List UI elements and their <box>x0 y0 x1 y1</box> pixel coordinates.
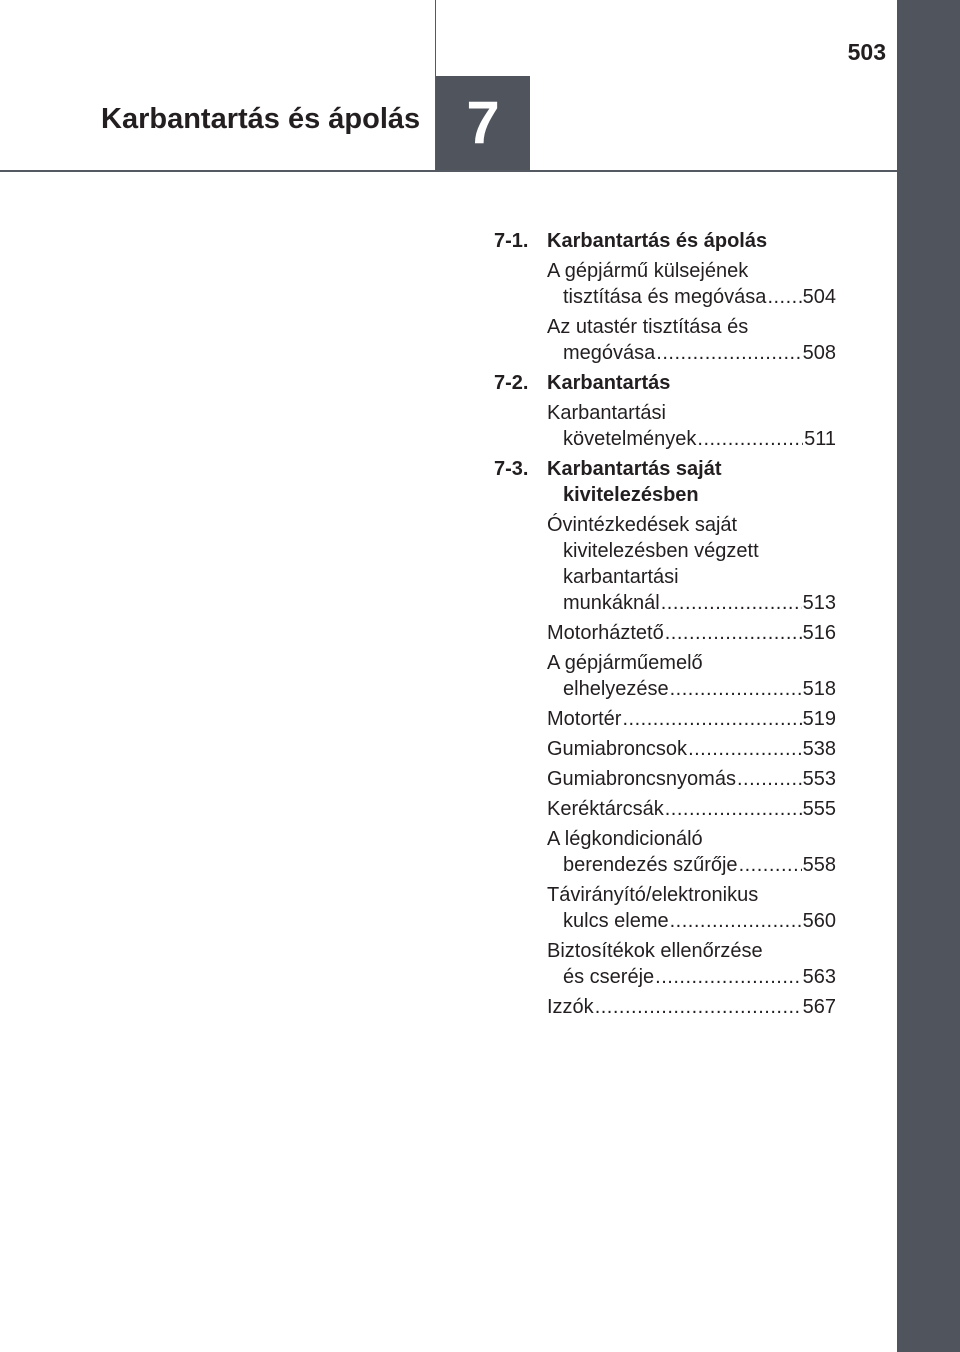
chapter-number-box <box>436 76 530 170</box>
toc-entry-text: Az utastér tisztítása és <box>547 316 749 338</box>
toc-section-title: Karbantartás saját kivitelezésben <box>547 458 722 506</box>
toc-entry-text: Gumiabroncsnyomás <box>547 768 736 790</box>
toc-entry-text: A gépjármű külsejének <box>547 260 749 282</box>
toc-section-items <box>547 254 836 366</box>
toc-section <box>494 370 836 452</box>
toc-entry-text: munkáknál <box>563 592 660 614</box>
toc-entry-page: 504 <box>802 286 836 308</box>
toc-entry-text: tisztítása és megóvása <box>563 286 767 308</box>
dot-leader <box>595 994 802 1020</box>
toc-entry-page: 558 <box>802 854 836 876</box>
toc-entry-text: Keréktárcsák <box>547 798 664 820</box>
dot-leader <box>688 736 802 762</box>
dot-leader <box>737 766 802 792</box>
toc-entry-text: A gépjárműemelő <box>547 652 703 674</box>
chapter-side-tab <box>897 0 960 1352</box>
toc-entry-page: 516 <box>802 622 836 644</box>
toc-entry-line <box>547 620 836 646</box>
toc-section-number: 7-2. <box>494 372 529 394</box>
toc-section-heading[interactable] <box>494 370 836 396</box>
toc-entry-text: berendezés szűrője <box>563 854 738 876</box>
toc-entry-text: Motorháztető <box>547 622 664 644</box>
toc-entry-text: megóvása <box>563 342 656 364</box>
chapter-title: Karbantartás és ápolás <box>101 103 421 135</box>
toc-entry-text: és cseréje <box>563 966 655 988</box>
toc-entry[interactable] <box>547 796 836 822</box>
toc-section-number: 7-3. <box>494 458 529 480</box>
toc-entry[interactable] <box>547 620 836 646</box>
toc-entry-text: Karbantartási <box>547 402 666 424</box>
toc-entry-text: kivitelezésben végzett <box>563 540 759 562</box>
toc-entry-text: Biztosítékok ellenőrzése <box>547 940 763 962</box>
toc-section <box>494 228 836 366</box>
toc-section-items <box>547 396 836 452</box>
toc-entry-text: kulcs eleme <box>563 910 669 932</box>
toc-entry-text: Gumiabroncsok <box>547 738 688 760</box>
toc-entry[interactable] <box>547 994 836 1020</box>
toc-entry-text: elhelyezése <box>563 678 669 700</box>
dot-leader <box>697 426 803 452</box>
toc-entry-line <box>563 284 836 310</box>
toc-entry[interactable] <box>547 400 836 452</box>
toc-entry-line <box>547 706 836 732</box>
toc-section-heading[interactable] <box>494 456 836 508</box>
toc-entry-text: Izzók <box>547 996 594 1018</box>
toc-entry-text: karbantartási <box>563 566 679 588</box>
toc-entry-line <box>563 908 836 934</box>
toc-entry-text: A légkondicionáló <box>547 828 703 850</box>
toc-entry-line <box>563 676 836 702</box>
toc-entry[interactable] <box>547 314 836 366</box>
toc-entry-page: 567 <box>802 996 836 1018</box>
toc-entry[interactable] <box>547 882 836 934</box>
toc-entry-line <box>563 964 836 990</box>
toc-entry-page: 511 <box>804 428 836 450</box>
dot-leader <box>670 908 802 934</box>
toc-section-heading[interactable] <box>494 228 836 254</box>
toc-entry-text: Távirányító/elektronikus <box>547 884 759 906</box>
toc-entry-line <box>547 796 836 822</box>
dot-leader <box>665 796 802 822</box>
dot-leader <box>767 284 801 310</box>
chapter-number: 7 <box>466 89 500 156</box>
dot-leader <box>739 852 802 878</box>
toc-section-items <box>547 508 836 1020</box>
toc-entry[interactable] <box>547 258 836 310</box>
toc-section-title: Karbantartás és ápolás <box>547 230 768 252</box>
dot-leader <box>655 964 801 990</box>
toc-section <box>494 456 836 1020</box>
toc-entry-line <box>563 852 836 878</box>
dot-leader <box>665 620 802 646</box>
header-horizontal-rule <box>0 170 897 172</box>
toc-entry-page: 513 <box>802 592 836 614</box>
toc-section-number: 7-1. <box>494 230 529 252</box>
toc-entry-page: 508 <box>802 342 836 364</box>
toc-entry-page: 560 <box>802 910 836 932</box>
toc-section-title: Karbantartás <box>547 372 671 394</box>
dot-leader <box>661 590 802 616</box>
toc-entry-page: 555 <box>802 798 836 820</box>
toc-entry-text: követelmények <box>563 428 697 450</box>
toc-entry-line <box>563 426 836 452</box>
toc-entry[interactable] <box>547 512 836 616</box>
toc-entry-page: 519 <box>802 708 836 730</box>
toc-entry[interactable] <box>547 826 836 878</box>
dot-leader <box>656 340 801 366</box>
toc-entry-line <box>547 994 836 1020</box>
toc-entry[interactable] <box>547 736 836 762</box>
table-of-contents <box>494 228 836 1024</box>
toc-entry-page: 518 <box>802 678 836 700</box>
dot-leader <box>622 706 801 732</box>
toc-entry[interactable] <box>547 766 836 792</box>
toc-entry[interactable] <box>547 938 836 990</box>
toc-entry-line <box>563 340 836 366</box>
toc-entry-page: 538 <box>802 738 836 760</box>
toc-entry-line <box>563 590 836 616</box>
page-number: 503 <box>847 39 886 65</box>
toc-entry-page: 563 <box>802 966 836 988</box>
toc-entry-text: Motortér <box>547 708 622 730</box>
toc-entry-line <box>547 736 836 762</box>
dot-leader <box>670 676 802 702</box>
toc-entry[interactable] <box>547 706 836 732</box>
toc-entry-line <box>547 766 836 792</box>
toc-entry[interactable] <box>547 650 836 702</box>
toc-entry-text: Óvintézkedések saját <box>547 514 738 536</box>
toc-entry-page: 553 <box>802 768 836 790</box>
